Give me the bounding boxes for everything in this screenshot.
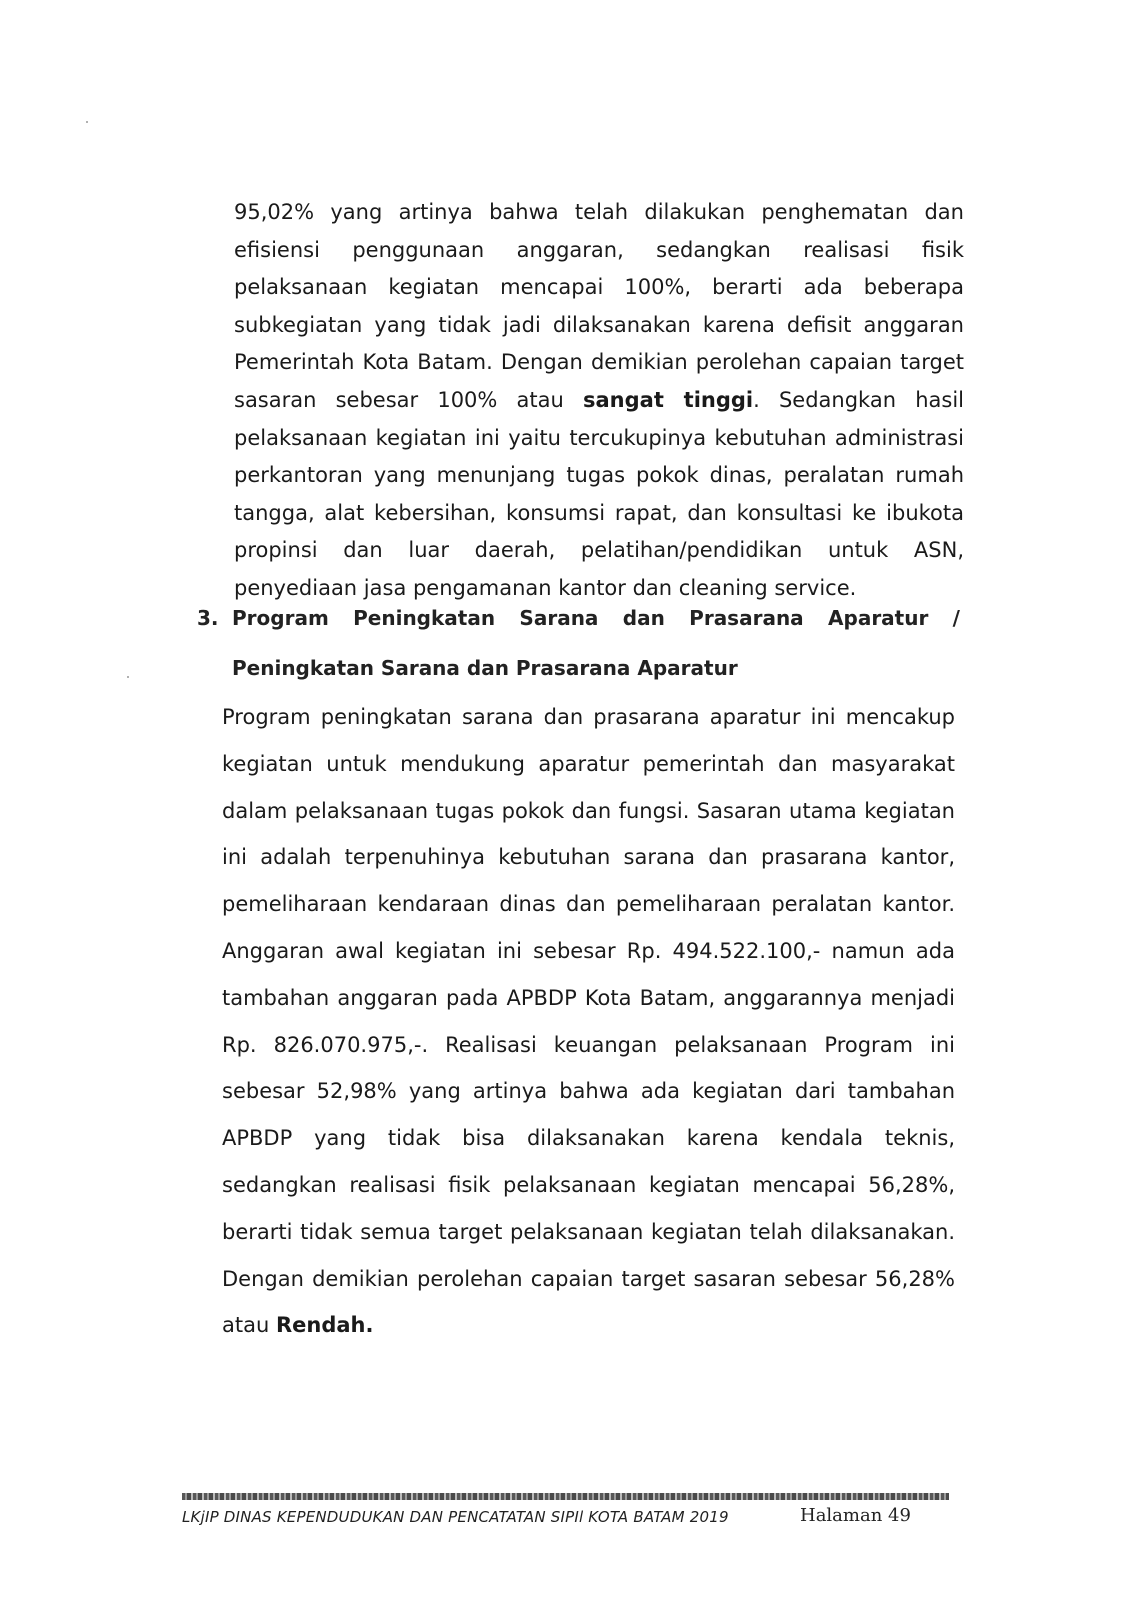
paragraph-continuation <box>234 194 964 608</box>
paragraph-text: Program peningkatan sarana dan prasarana aparatur ini mencakup kegiatan untuk mendukung aparatur pemerintah dan masyarakat dalam pelaksanaan tugas pokok dan fungsi. Sasaran utama kegiatan ini adalah terpenuhinya kebutuhan sarana dan prasarana kantor, pemeliharaan kendaraan dinas dan pemeliharaan peralatan kantor. Anggaran awal kegiatan ini sebesar Rp. 494.522.100,- namun ada tambahan anggaran pada APBDP Kota Batam, anggarannya menjadi Rp. 826.070.975,-. Realisasi keuangan pelaksanaan Program ini sebesar 52,98% yang artinya bahwa ada kegiatan dari tambahan APBDP yang tidak bisa dilaksanakan karena kendala teknis, sedangkan realisasi fisik pelaksanaan kegiatan mencapai 56,28%, berarti tidak semua target pelaksanaan kegiatan telah dilaksanakan. Dengan demikian perolehan capaian target sasaran sebesar 56,28% atau <box>222 705 955 1338</box>
scan-speck <box>127 676 129 678</box>
scan-speck <box>86 121 88 123</box>
paragraph-text: 95,02% yang artinya bahwa telah dilakukan penghematan dan efisiensi penggunaan anggaran, sedangkan realisasi fisik pelaksanaan kegiatan mencapai 100%, berarti ada beberapa subkegiatan yang tidak jadi dilaksanakan karena defisit anggaran Pemerintah Kota Batam. Dengan demikian perolehan capaian target sasaran sebesar 100% atau <box>234 200 964 412</box>
section-title-line-1: Program Peningkatan Sarana dan Prasarana Aparatur / <box>232 606 960 630</box>
footer-document-title: LKjIP DINAS KEPENDUDUKAN DAN PENCATATAN SIPIl KOTA BATAM 2019 <box>182 1508 729 1526</box>
rating-sangat-tinggi: sangat tinggi <box>583 387 754 412</box>
section-3-paragraph <box>222 694 955 1349</box>
page-number: Halaman 49 <box>800 1505 911 1526</box>
rating-rendah: Rendah. <box>275 1313 374 1338</box>
section-title-line-2: Peningkatan Sarana dan Prasarana Aparatur <box>232 656 738 680</box>
section-number: 3. <box>197 606 219 630</box>
footer-divider <box>182 1493 949 1500</box>
paragraph-text: . Sedangkan hasil pelaksanaan kegiatan ini yaitu tercukupinya kebutuhan administrasi perkantoran yang menunjang tugas pokok dinas, peralatan rumah tangga, alat kebersihan, konsumsi rapat, dan konsultasi ke ibukota propinsi dan luar daerah, pelatihan/pendidikan untuk ASN, penyediaan jasa pengamanan kantor dan cleaning service. <box>234 387 964 600</box>
